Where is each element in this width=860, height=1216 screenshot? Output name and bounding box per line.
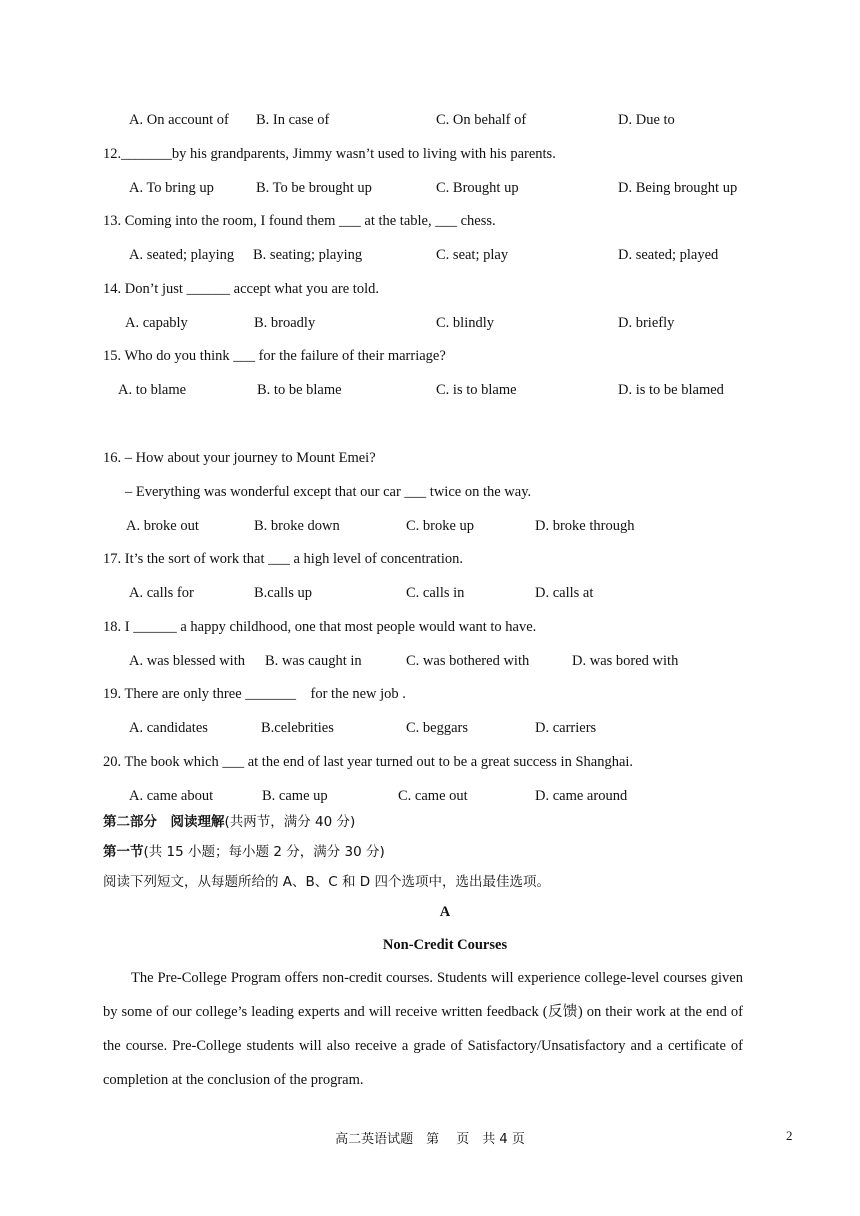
q14-option-b: B. broadly [254, 315, 316, 331]
part2-heading-rest: (共两节，满分 40 分) [224, 814, 356, 830]
q12-option-a: A. To bring up [129, 180, 214, 196]
q18-option-a: A. was blessed with [129, 653, 245, 669]
passage-text: The Pre-College Program offers non-credit courses. Students will experience college-level courses given by some of our college’s leading experts and will receive written feedback (反馈) on their work at the end of the course. Pre-College students will also receive a grade of Satisfactory/Unsatisfactory and a certificate of completion at the conclusion of the program. [103, 970, 743, 1088]
q11-option-c: C. On behalf of [436, 112, 527, 128]
reading-instruction: 阅读下列短文，从每题所给的 A、B、C 和 D 四个选项中，选出最佳选项。 [103, 874, 550, 890]
q13-option-b: B. seating; playing [253, 247, 363, 263]
q18-stem: 18. I ______ a happy childhood, one that most people would want to have. [103, 619, 537, 635]
q16-stem-reply: – Everything was wonderful except that our car ___ twice on the way. [125, 484, 532, 500]
q18-option-c: C. was bothered with [406, 653, 530, 669]
q13-option-c: C. seat; play [436, 247, 509, 263]
q15-option-a: A. to blame [118, 382, 187, 398]
q20-option-c: C. came out [398, 788, 468, 804]
q17-option-d: D. calls at [535, 585, 594, 601]
q16-option-d: D. broke through [535, 518, 635, 534]
q14-option-d: D. briefly [618, 315, 675, 331]
q19-stem: 19. There are only three _______ for the new job . [103, 686, 406, 702]
q20-stem: 20. The book which ___ at the end of last year turned out to be a great success in Shanghai. [103, 754, 634, 770]
q19-option-d: D. carriers [535, 720, 597, 736]
q16-stem: 16. – How about your journey to Mount Emei? [103, 450, 376, 466]
part2-heading-bold: 第二部分 阅读理解 [103, 814, 225, 830]
q18-option-b: B. was caught in [265, 653, 362, 669]
q16-option-c: C. broke up [406, 518, 475, 534]
q15-stem: 15. Who do you think ___ for the failure of their marriage? [103, 348, 446, 364]
q12-stem: 12._______by his grandparents, Jimmy wasn’t used to living with his parents. [103, 146, 556, 162]
q15-option-d: D. is to be blamed [618, 382, 724, 398]
q12-option-c: C. Brought up [436, 180, 519, 196]
q20-option-d: D. came around [535, 788, 628, 804]
q19-option-a: A. candidates [129, 720, 208, 736]
q17-stem: 17. It’s the sort of work that ___ a high level of concentration. [103, 551, 463, 567]
q18-option-d: D. was bored with [572, 653, 679, 669]
q14-option-c: C. blindly [436, 315, 495, 331]
q11-option-a: A. On account of [129, 112, 229, 128]
q20-option-b: B. came up [262, 788, 328, 804]
section1-heading-rest: (共 15 小题；每小题 2 分，满分 30 分) [143, 844, 385, 860]
part2-heading [103, 813, 355, 831]
section1-heading [103, 843, 385, 861]
q19-option-b: B.celebrities [261, 720, 334, 736]
q17-option-c: C. calls in [406, 585, 465, 601]
q15-option-c: C. is to blame [436, 382, 517, 398]
q13-option-d: D. seated; played [618, 247, 719, 263]
passage-paragraph [103, 961, 743, 1097]
q15-option-b: B. to be blame [257, 382, 342, 398]
q16-option-a: A. broke out [126, 518, 199, 534]
q14-stem: 14. Don’t just ______ accept what you are told. [103, 281, 379, 297]
q14-option-a: A. capably [125, 315, 188, 331]
q12-option-b: B. To be brought up [256, 180, 372, 196]
q11-option-b: B. In case of [256, 112, 330, 128]
q12-option-d: D. Being brought up [618, 180, 738, 196]
passage-title: Non-Credit Courses [382, 937, 508, 953]
q17-option-a: A. calls for [129, 585, 194, 601]
q11-option-d: D. Due to [618, 112, 675, 128]
footer-page-info: 高二英语试题 第 页 共 4 页 [335, 1132, 525, 1147]
passage-letter: A [439, 904, 451, 920]
q16-option-b: B. broke down [254, 518, 340, 534]
q20-option-a: A. came about [129, 788, 214, 804]
section1-heading-bold: 第一节 [103, 844, 144, 860]
q13-option-a: A. seated; playing [129, 247, 235, 263]
q13-stem: 13. Coming into the room, I found them ___ at the table, ___ chess. [103, 213, 496, 229]
page-number: 2 [786, 1128, 793, 1143]
q17-option-b: B.calls up [254, 585, 312, 601]
q19-option-c: C. beggars [406, 720, 469, 736]
